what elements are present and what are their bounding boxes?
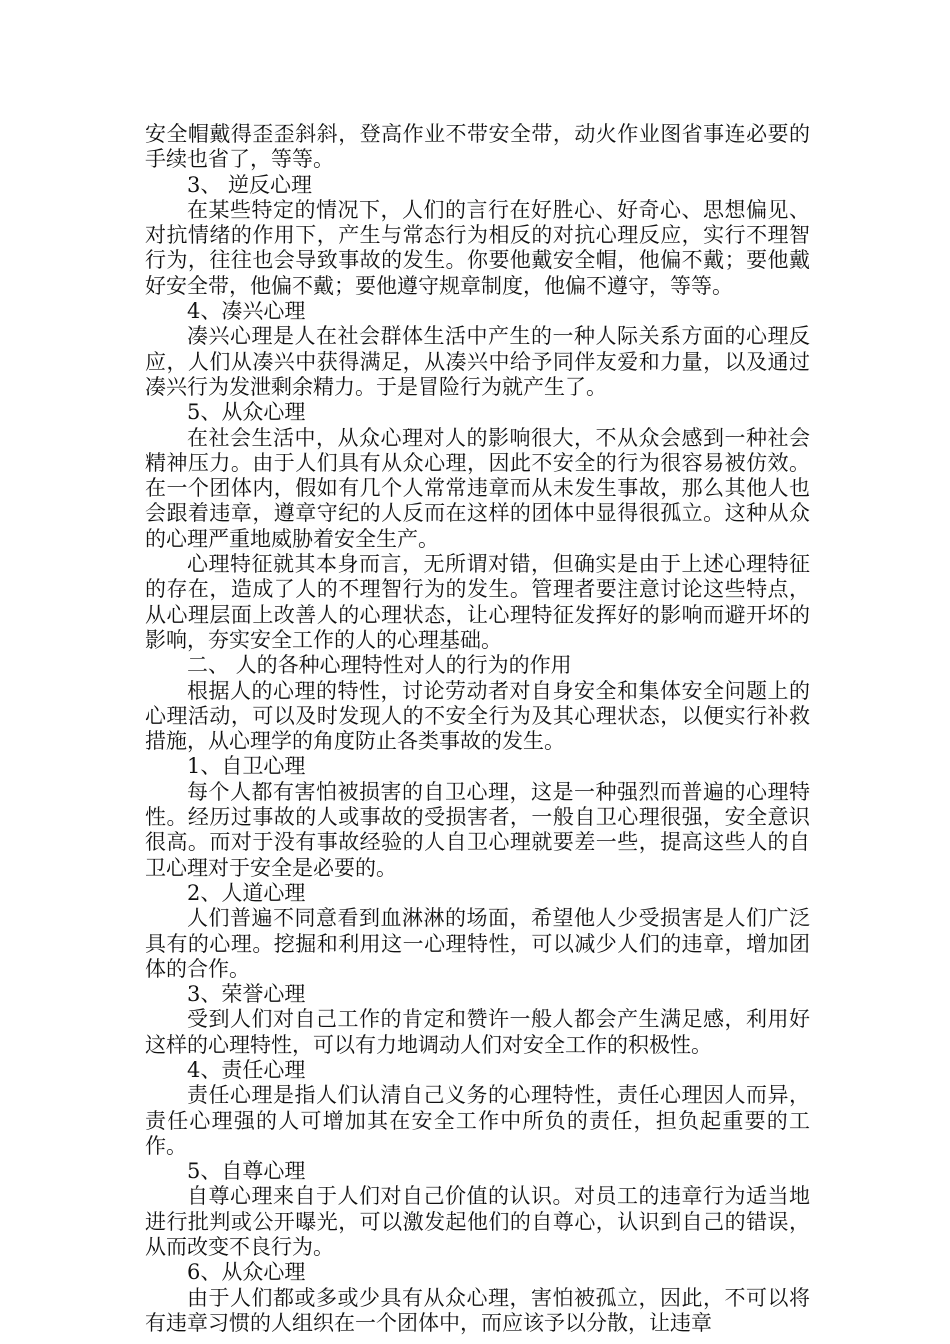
paragraph: 在社会生活中，从众心理对人的影响很大，不从众会感到一种社会精神压力。由于人们具有从众心理，因此不安全的行为很容易被仿效。在一个团体内，假如有几个人常常违章而从未发生事故，那么其他人也会跟着违章，遵章守纪的人反而在这样的团体中显得很孤立。这种从众的心理严重地威胁着安全生产。 [145,425,810,551]
paragraph: 自尊心理来自于人们对自己价值的认识。对员工的违章行为适当地进行批判或公开曝光，可以激发起他们的自尊心，认识到自己的错误，从而改变不良行为。 [145,1184,810,1260]
paragraph: 心理特征就其本身而言，无所谓对错，但确实是由于上述心理特征的存在，造成了人的不理智行为的发生。管理者要注意讨论这些特点，从心理层面上改善人的心理状态，让心理特征发挥好的影响而避开坏的影响，夯实安全工作的人的心理基础。 [145,552,810,652]
section-heading: 1、自卫心理 [187,754,306,779]
chapter-heading: 二、 人的各种心理特性对人的行为的作用 [187,653,572,678]
section-heading: 4、凑兴心理 [187,299,306,324]
section-heading: 5、自尊心理 [187,1159,306,1184]
section-heading: 4、责任心理 [187,1057,306,1082]
section-heading: 3、 逆反心理 [187,172,313,197]
paragraph: 凑兴心理是人在社会群体生活中产生的一种人际关系方面的心理反应，人们从凑兴中获得满足，从凑兴中给予同伴友爱和力量，以及通过凑兴行为发泄剩余精力。于是冒险行为就产生了。 [145,324,810,399]
paragraph: 受到人们对自己工作的肯定和赞许一般人都会产生满足感，利用好这样的心理特性，可以有力地调动人们对安全工作的积极性。 [145,1007,810,1057]
section-heading: 5、从众心理 [187,400,306,425]
section-heading: 6、从众心理 [187,1260,306,1285]
paragraph: 由于人们都或多或少具有从众心理，害怕被孤立，因此，不可以将有违章习惯的人组织在一个团体中，而应该予以分散，让违章 [145,1285,810,1335]
document-page [145,122,810,1336]
paragraph: 人们普遍不同意看到血淋淋的场面，希望他人少受损害是人们广泛具有的心理。挖掘和利用这一心理特性，可以减少人们的违章，增加团体的合作。 [145,906,810,981]
paragraph: 在某些特定的情况下，人们的言行在好胜心、好奇心、思想偏见、对抗情绪的作用下，产生与常态行为相反的对抗心理反应，实行不理智行为，往往也会导致事故的发生。你要他戴安全帽，他偏不戴；要他戴好安全带，他偏不戴；要他遵守规章制度，他偏不遵守，等等。 [145,197,810,298]
paragraph: 责任心理是指人们认清自己义务的心理特性，责任心理因人而异，责任心理强的人可增加其在安全工作中所负的责任，担负起重要的工作。 [145,1083,810,1158]
section-heading: 3、荣誉心理 [187,982,306,1007]
paragraph: 每个人都有害怕被损害的自卫心理，这是一种强烈而普遍的心理特性。经历过事故的人或事故的受损害者，一般自卫心理很强，安全意识很高。而对于没有事故经验的人自卫心理就要差一些，提高这些人的自卫心理对于安全是必要的。 [145,779,810,880]
paragraph: 根据人的心理的特性，讨论劳动者对自身安全和集体安全问题上的心理活动，可以及时发现人的不安全行为及其心理状态，以便实行补救措施，从心理学的角度防止各类事故的发生。 [145,678,810,754]
section-heading: 2、人道心理 [187,880,306,905]
paragraph: 安全帽戴得歪歪斜斜，登高作业不带安全带，动火作业图省事连必要的手续也省了，等等。 [145,122,810,172]
